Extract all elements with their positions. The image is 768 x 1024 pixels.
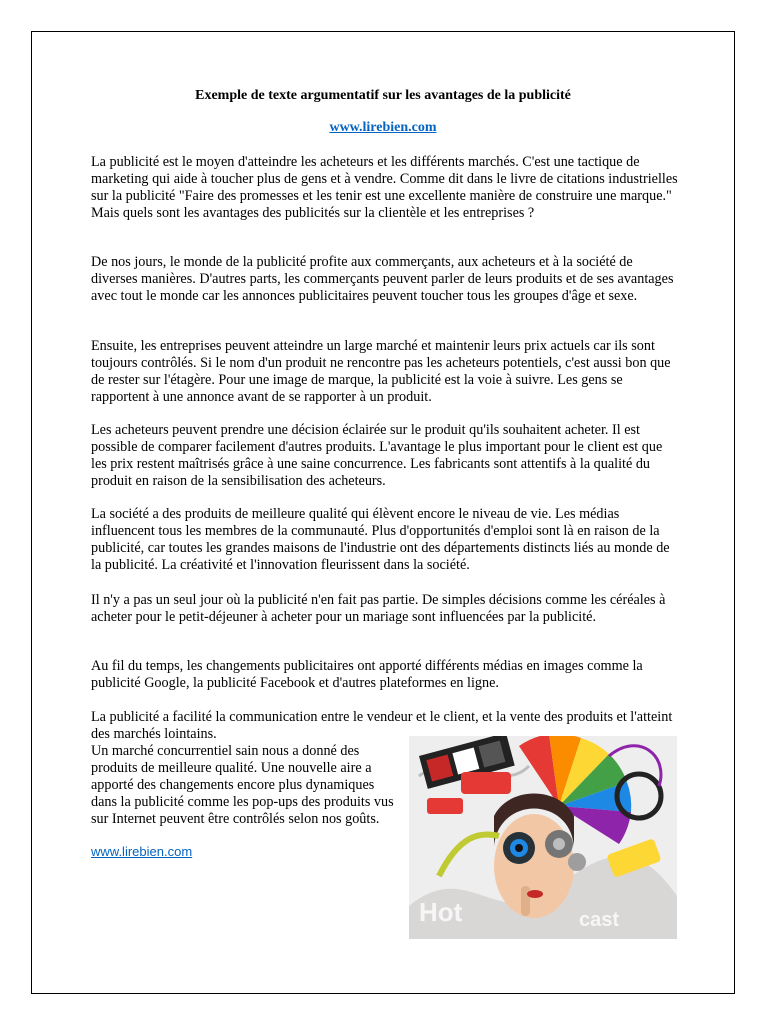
paragraph-5 bbox=[91, 506, 679, 574]
paragraph-text: La société a des produits de meilleure qualité qui élèvent encore le niveau de vie. Les médias influencent tous les membres de la communauté. Plus d'opportunités d'emploi sont là en raison de la publicité, car toutes les grandes maisons de l'industrie ont des départements distincts liés au monde de la publicité. La créativité et l'innovation fleurissent dans la société. bbox=[91, 506, 670, 573]
site-link-bottom[interactable]: www.lirebien.com bbox=[91, 844, 193, 859]
svg-text:Hot: Hot bbox=[419, 897, 463, 927]
document-title: Exemple de texte argumentatif sur les avantages de la publicité bbox=[195, 88, 571, 103]
paragraph-text: Les acheteurs peuvent prendre une décision éclairée sur le produit qu'ils souhaitent acheter. Il est possible de comparer facilement d'autres produits. L'avantage le plus important pour le client est que les prix restent maîtrisés grâce à une saine concurrence. Les fabricants sont attentifs à la qualité du produit en raison de la sensibilisation des acheteurs. bbox=[91, 422, 663, 489]
paragraph-text: Ensuite, les entreprises peuvent atteindre un large marché et maintenir leurs prix actuels car ils sont toujours contrôlés. Si le nom d'un produit ne rencontre pas les acheteurs potentiels, c'est aussi bon que de rester sur l'étagère. Pour une image de marque, la publicité est la voie à suivre. Les gens se rapportent à une annonce avant de se rapporter à un produit. bbox=[91, 338, 671, 405]
paragraph-text: Il n'y a pas un seul jour où la publicité n'en fait pas partie. De simples décisions comme les céréales à acheter pour le petit-déjeuner à acheter pour un mariage sont influencées par la publicité. bbox=[91, 592, 666, 625]
paragraph-text: Au fil du temps, les changements publicitaires ont apporté différents médias en images comme la publicité Google, la publicité Facebook et d'autres plateformes en ligne. bbox=[91, 658, 643, 691]
advertising-collage-image bbox=[409, 736, 677, 939]
paragraph-text: Un marché concurrentiel sain nous a donné des produits de meilleure qualité. Une nouvelle aire a apporté des changements encore plus dynamiques dans la publicité comme les pop-ups des produits vus sur Internet peuvent être contrôlés selon nos goûts. bbox=[91, 743, 394, 827]
document-page bbox=[31, 31, 735, 994]
paragraph-6 bbox=[91, 592, 679, 626]
paragraph-2 bbox=[91, 254, 679, 305]
paragraph-text: La publicité a facilité la communication entre le vendeur et le client, et la vente des produits et l'atteint des marchés lointains. bbox=[91, 709, 673, 742]
paragraph-4 bbox=[91, 422, 679, 490]
paragraph-text: La publicité est le moyen d'atteindre les acheteurs et les différents marchés. C'est une tactique de marketing qui aide à toucher plus de gens et à vendre. Comme dit dans le livre de citations industrielles sur la publicité "Faire des promesses et les tenir est une excellente manière de construire une marque." Mais quels sont les avantages des publicités sur la clientèle et les entreprises ? bbox=[91, 154, 678, 221]
paragraph-9 bbox=[91, 743, 401, 828]
svg-text:cast: cast bbox=[579, 909, 620, 931]
paragraph-1 bbox=[91, 154, 679, 222]
paragraph-3 bbox=[91, 338, 679, 406]
paragraph-7 bbox=[91, 658, 679, 692]
paragraph-text: De nos jours, le monde de la publicité profite aux commerçants, aux acheteurs et à la société de diverses manières. D'autres parts, les commerçants peuvent parler de leurs produits et de ses avantages avec tout le monde car les annonces publicitaires peuvent toucher tous les groupes d'âge et sexe. bbox=[91, 254, 674, 304]
site-link-top[interactable]: www.lirebien.com bbox=[329, 120, 437, 135]
